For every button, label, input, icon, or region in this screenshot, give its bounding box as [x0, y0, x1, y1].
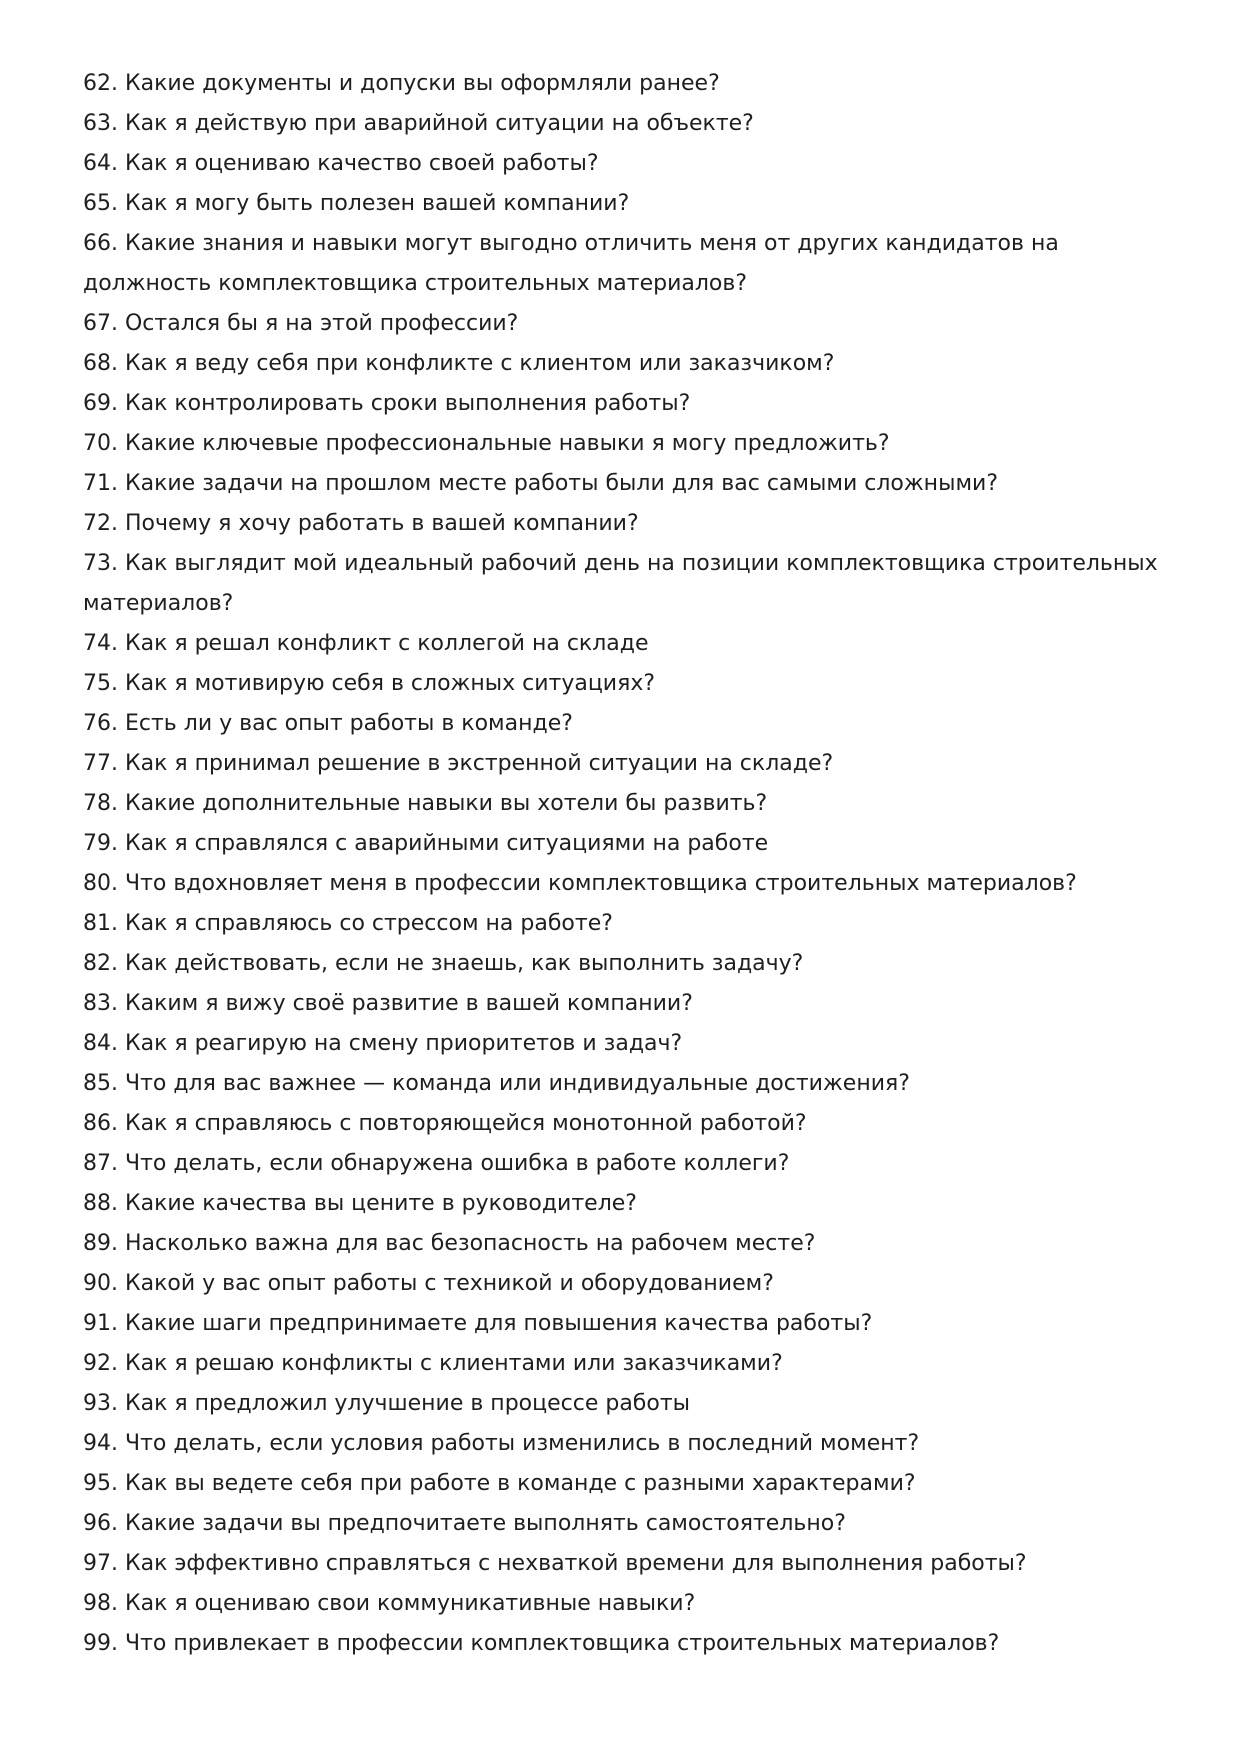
question-text: 83. Каким я вижу своё развитие в вашей компании?: [83, 991, 693, 1016]
question-item: [83, 1264, 1169, 1304]
question-text: 98. Как я оцениваю свои коммуникативные навыки?: [83, 1591, 696, 1616]
question-text: 69. Как контролировать сроки выполнения работы?: [83, 391, 691, 416]
question-text: 65. Как я могу быть полезен вашей компании?: [83, 191, 630, 216]
question-item: [83, 664, 1169, 704]
question-text: 94. Что делать, если условия работы изменились в последний момент?: [83, 1431, 920, 1456]
question-item: [83, 304, 1169, 344]
question-item: [83, 344, 1169, 384]
question-item: [83, 1184, 1169, 1224]
question-item: [83, 1424, 1169, 1464]
question-item: [83, 744, 1169, 784]
question-item: [83, 1304, 1169, 1344]
question-item: [83, 1064, 1169, 1104]
question-text: 85. Что для вас важнее — команда или индивидуальные достижения?: [83, 1071, 910, 1096]
question-text: 84. Как я реагирую на смену приоритетов и задач?: [83, 1031, 683, 1056]
question-text: 76. Есть ли у вас опыт работы в команде?: [83, 711, 573, 736]
question-text: 92. Как я решаю конфликты с клиентами или заказчиками?: [83, 1351, 783, 1376]
question-item: [83, 144, 1169, 184]
question-text: 99. Что привлекает в профессии комплектовщика строительных материалов?: [83, 1631, 1000, 1656]
question-text: 96. Какие задачи вы предпочитаете выполнять самостоятельно?: [83, 1511, 846, 1536]
question-item: [83, 784, 1169, 824]
question-item: [83, 1504, 1169, 1544]
question-item: [83, 184, 1169, 224]
question-text: 88. Какие качества вы цените в руководителе?: [83, 1191, 637, 1216]
question-item: [83, 64, 1169, 104]
question-text: 73. Как выглядит мой идеальный рабочий день на позиции комплектовщика строительных: [83, 551, 1158, 576]
question-item: [83, 904, 1169, 944]
question-text-continuation: должность комплектовщика строительных материалов?: [83, 271, 748, 296]
question-item: [83, 1544, 1169, 1584]
question-item: [83, 1344, 1169, 1384]
question-text: 72. Почему я хочу работать в вашей компании?: [83, 511, 639, 536]
question-item: [83, 384, 1169, 424]
question-item: [83, 824, 1169, 864]
question-text-continuation: материалов?: [83, 591, 234, 616]
question-item: [83, 464, 1169, 504]
question-item: [83, 424, 1169, 464]
question-text: 87. Что делать, если обнаружена ошибка в работе коллеги?: [83, 1151, 790, 1176]
question-item: [83, 544, 1169, 624]
question-text: 78. Какие дополнительные навыки вы хотели бы развить?: [83, 791, 768, 816]
question-text: 79. Как я справлялся с аварийными ситуациями на работе: [83, 831, 769, 856]
question-item: [83, 1104, 1169, 1144]
question-item: [83, 1224, 1169, 1264]
question-item: [83, 224, 1169, 304]
question-text: 64. Как я оцениваю качество своей работы?: [83, 151, 599, 176]
question-text: 82. Как действовать, если не знаешь, как выполнить задачу?: [83, 951, 804, 976]
question-item: [83, 1144, 1169, 1184]
question-text: 74. Как я решал конфликт с коллегой на складе: [83, 631, 649, 656]
question-item: [83, 704, 1169, 744]
question-text: 71. Какие задачи на прошлом месте работы были для вас самыми сложными?: [83, 471, 999, 496]
question-item: [83, 944, 1169, 984]
question-text: 89. Насколько важна для вас безопасность на рабочем месте?: [83, 1231, 816, 1256]
question-item: [83, 104, 1169, 144]
question-text: 81. Как я справляюсь со стрессом на работе?: [83, 911, 613, 936]
question-text: 63. Как я действую при аварийной ситуации на объекте?: [83, 111, 754, 136]
question-text: 86. Как я справляюсь с повторяющейся монотонной работой?: [83, 1111, 807, 1136]
question-item: [83, 984, 1169, 1024]
question-text: 62. Какие документы и допуски вы оформляли ранее?: [83, 71, 720, 96]
question-text: 90. Какой у вас опыт работы с техникой и оборудованием?: [83, 1271, 774, 1296]
question-item: [83, 1584, 1169, 1624]
question-text: 93. Как я предложил улучшение в процессе работы: [83, 1391, 691, 1416]
question-text: 80. Что вдохновляет меня в профессии комплектовщика строительных материалов?: [83, 871, 1077, 896]
question-text: 67. Остался бы я на этой профессии?: [83, 311, 519, 336]
question-text: 97. Как эффективно справляться с нехваткой времени для выполнения работы?: [83, 1551, 1027, 1576]
question-text: 68. Как я веду себя при конфликте с клиентом или заказчиком?: [83, 351, 835, 376]
question-text: 75. Как я мотивирую себя в сложных ситуациях?: [83, 671, 656, 696]
question-list: [83, 64, 1169, 1664]
question-item: [83, 864, 1169, 904]
question-item: [83, 1384, 1169, 1424]
question-text: 66. Какие знания и навыки могут выгодно отличить меня от других кандидатов на: [83, 231, 1059, 256]
question-text: 70. Какие ключевые профессиональные навыки я могу предложить?: [83, 431, 890, 456]
question-text: 77. Как я принимал решение в экстренной ситуации на складе?: [83, 751, 834, 776]
question-item: [83, 1624, 1169, 1664]
question-text: 91. Какие шаги предпринимаете для повышения качества работы?: [83, 1311, 873, 1336]
question-text: 95. Как вы ведете себя при работе в команде с разными характерами?: [83, 1471, 916, 1496]
question-item: [83, 504, 1169, 544]
question-item: [83, 624, 1169, 664]
question-item: [83, 1024, 1169, 1064]
question-item: [83, 1464, 1169, 1504]
